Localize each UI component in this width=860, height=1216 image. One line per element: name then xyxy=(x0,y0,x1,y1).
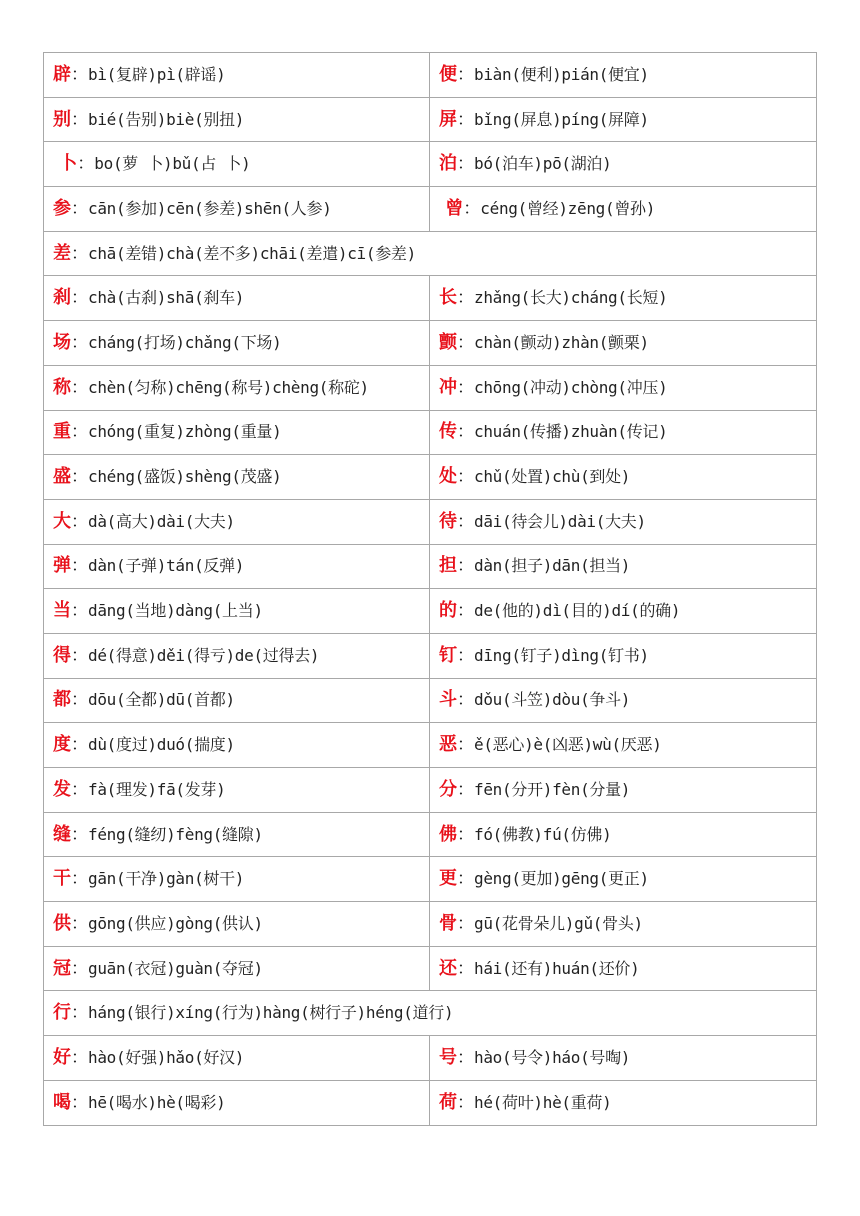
entry-readings: chà(古刹)shā(刹车) xyxy=(88,288,245,308)
entry-readings: gū(花骨朵儿)gǔ(骨头) xyxy=(474,913,643,933)
entry-character: 刹 xyxy=(53,287,71,309)
polyphone-entry xyxy=(430,276,817,321)
entry-separator: ： xyxy=(457,154,474,175)
polyphone-entry xyxy=(430,1080,817,1125)
entry-separator: ： xyxy=(71,824,88,845)
entry-character: 行 xyxy=(53,1002,71,1024)
polyphone-entry xyxy=(430,633,817,678)
entry-character: 分 xyxy=(439,778,457,800)
polyphone-entry xyxy=(44,812,430,857)
entry-readings: dé(得意)děi(得亏)de(过得去) xyxy=(88,645,320,665)
polyphone-entry xyxy=(430,97,817,142)
entry-character: 场 xyxy=(53,331,71,353)
polyphone-entry xyxy=(44,321,430,366)
polyphone-entry xyxy=(430,678,817,723)
entry-character: 长 xyxy=(439,287,457,309)
entry-separator: ： xyxy=(457,556,474,577)
table-row xyxy=(44,97,817,142)
polyphone-entry xyxy=(44,589,430,634)
table-row xyxy=(44,812,817,857)
polyphone-entry xyxy=(44,768,430,813)
table-row xyxy=(44,276,817,321)
entry-separator: ： xyxy=(457,511,474,532)
entry-readings: chàn(颤动)zhàn(颤栗) xyxy=(474,332,649,352)
entry-separator: ： xyxy=(71,690,88,711)
entry-character: 得 xyxy=(53,644,71,666)
entry-character: 当 xyxy=(53,600,71,622)
polyphone-entry xyxy=(44,1080,430,1125)
entry-readings: fà(理发)fā(发芽) xyxy=(88,779,226,799)
entry-character: 干 xyxy=(53,868,71,890)
entry-character: 号 xyxy=(439,1046,457,1068)
table-row xyxy=(44,857,817,902)
polyphone-entry xyxy=(44,97,430,142)
polyphone-entry xyxy=(430,455,817,500)
polyphone-entry xyxy=(44,455,430,500)
entry-readings: dāng(当地)dàng(上当) xyxy=(88,601,263,621)
entry-readings: chéng(盛饭)shèng(茂盛) xyxy=(88,467,282,487)
entry-separator: ： xyxy=(457,422,474,443)
polyphone-entry xyxy=(430,410,817,455)
entry-readings: dāi(待会儿)dài(大夫) xyxy=(474,511,646,531)
entry-separator: ： xyxy=(457,645,474,666)
entry-character: 颤 xyxy=(439,331,457,353)
entry-separator: ： xyxy=(77,154,95,175)
entry-character: 更 xyxy=(439,868,457,890)
entry-character: 卜 xyxy=(53,153,78,175)
entry-separator: ： xyxy=(71,109,88,130)
entry-readings: hē(喝水)hè(喝彩) xyxy=(88,1092,226,1112)
entry-separator: ： xyxy=(457,332,474,353)
entry-readings: biàn(便利)pián(便宜) xyxy=(474,64,649,84)
polyphone-entry xyxy=(44,142,430,187)
entry-readings: bié(告别)biè(别扭) xyxy=(88,109,245,129)
entry-character: 泊 xyxy=(439,153,457,175)
entry-character: 供 xyxy=(53,912,71,934)
table-row xyxy=(44,365,817,410)
entry-character: 待 xyxy=(439,510,457,532)
entry-readings: cān(参加)cēn(参差)shēn(人参) xyxy=(88,198,332,218)
polyphone-entry xyxy=(44,633,430,678)
entry-readings: chuán(传播)zhuàn(传记) xyxy=(474,422,668,442)
entry-separator: ： xyxy=(457,779,474,800)
entry-readings: hào(好强)hǎo(好汉) xyxy=(88,1047,245,1067)
entry-character: 差 xyxy=(53,242,71,264)
table-row xyxy=(44,678,817,723)
polyphone-entry xyxy=(44,365,430,410)
entry-character: 冲 xyxy=(439,376,457,398)
entry-separator: ： xyxy=(71,377,88,398)
entry-separator: ： xyxy=(71,958,88,979)
polyphone-entry xyxy=(44,187,430,232)
entry-separator: ： xyxy=(71,422,88,443)
polyphone-entry xyxy=(430,321,817,366)
entry-separator: ： xyxy=(71,735,88,756)
entry-character: 称 xyxy=(53,376,71,398)
entry-readings: dàn(担子)dān(担当) xyxy=(474,556,631,576)
entry-character: 荷 xyxy=(439,1091,457,1113)
entry-character: 斗 xyxy=(439,689,457,711)
entry-separator: ： xyxy=(71,601,88,622)
polyphone-entry xyxy=(430,499,817,544)
entry-readings: fēn(分开)fèn(分量) xyxy=(474,779,631,799)
table-row xyxy=(44,410,817,455)
entry-separator: ： xyxy=(71,288,88,309)
table-row xyxy=(44,768,817,813)
entry-separator: ： xyxy=(457,1092,474,1113)
entry-readings: bǐng(屏息)píng(屏障) xyxy=(474,109,649,129)
polyphone-entry xyxy=(44,231,817,276)
entry-character: 钉 xyxy=(439,644,457,666)
entry-readings: guān(衣冠)guàn(夺冠) xyxy=(88,958,263,978)
entry-separator: ： xyxy=(71,869,88,890)
entry-readings: hái(还有)huán(还价) xyxy=(474,958,640,978)
polyphone-entry xyxy=(430,857,817,902)
entry-separator: ： xyxy=(71,1092,88,1113)
polyphone-entry xyxy=(430,544,817,589)
polyphone-entry xyxy=(44,410,430,455)
entry-separator: ： xyxy=(457,109,474,130)
table-row xyxy=(44,633,817,678)
polyphone-entry xyxy=(430,365,817,410)
entry-separator: ： xyxy=(463,198,481,219)
entry-readings: dōu(全都)dū(首都) xyxy=(88,690,235,710)
table-row xyxy=(44,321,817,366)
entry-readings: chóng(重复)zhòng(重量) xyxy=(88,422,282,442)
entry-separator: ： xyxy=(71,1003,88,1024)
entry-separator: ： xyxy=(71,779,88,800)
entry-character: 别 xyxy=(53,108,71,130)
polyphone-entry xyxy=(430,946,817,991)
entry-separator: ： xyxy=(457,824,474,845)
polyphone-entry xyxy=(44,902,430,947)
entry-separator: ： xyxy=(71,913,88,934)
polyphone-entry xyxy=(44,723,430,768)
polyphone-entry xyxy=(430,902,817,947)
entry-separator: ： xyxy=(71,198,88,219)
entry-character: 大 xyxy=(53,510,71,532)
entry-readings: de(他的)dì(目的)dí(的确) xyxy=(474,601,681,621)
entry-separator: ： xyxy=(457,467,474,488)
entry-separator: ： xyxy=(457,958,474,979)
entry-character: 骨 xyxy=(439,912,457,934)
entry-readings: bo(萝 卜)bǔ(占 卜) xyxy=(94,154,251,174)
entry-readings: chèn(匀称)chēng(称号)chèng(称砣) xyxy=(88,377,369,397)
entry-separator: ： xyxy=(71,556,88,577)
entry-character: 重 xyxy=(53,421,71,443)
polyphone-table-body xyxy=(44,53,817,1126)
entry-readings: bì(复辟)pì(辟谣) xyxy=(88,64,226,84)
entry-separator: ： xyxy=(457,913,474,934)
entry-character: 冠 xyxy=(53,957,71,979)
entry-character: 弹 xyxy=(53,555,71,577)
table-row xyxy=(44,231,817,276)
entry-character: 传 xyxy=(439,421,457,443)
entry-readings: gèng(更加)gēng(更正) xyxy=(474,869,649,889)
entry-readings: chǔ(处置)chù(到处) xyxy=(474,467,631,487)
entry-separator: ： xyxy=(71,332,88,353)
entry-readings: dàn(子弹)tán(反弹) xyxy=(88,556,245,576)
entry-character: 还 xyxy=(439,957,457,979)
polyphone-entry xyxy=(44,991,817,1036)
entry-character: 都 xyxy=(53,689,71,711)
polyphone-entry xyxy=(44,544,430,589)
entry-separator: ： xyxy=(457,377,474,398)
entry-readings: gān(干净)gàn(树干) xyxy=(88,869,245,889)
entry-readings: dà(高大)dài(大夫) xyxy=(88,511,235,531)
entry-readings: cháng(打场)chǎng(下场) xyxy=(88,332,282,352)
polyphone-entry xyxy=(44,53,430,98)
table-row xyxy=(44,499,817,544)
table-row xyxy=(44,723,817,768)
table-row xyxy=(44,1036,817,1081)
table-row xyxy=(44,991,817,1036)
entry-readings: hé(荷叶)hè(重荷) xyxy=(474,1092,612,1112)
entry-separator: ： xyxy=(71,511,88,532)
entry-character: 辟 xyxy=(53,63,71,85)
polyphone-entry xyxy=(430,53,817,98)
table-row xyxy=(44,455,817,500)
table-row xyxy=(44,589,817,634)
table-row xyxy=(44,946,817,991)
entry-separator: ： xyxy=(457,735,474,756)
polyphone-entry xyxy=(44,499,430,544)
entry-readings: zhǎng(长大)cháng(长短) xyxy=(474,288,668,308)
entry-readings: hào(号令)háo(号啕) xyxy=(474,1047,631,1067)
entry-character: 发 xyxy=(53,778,71,800)
entry-character: 曾 xyxy=(439,197,464,219)
polyphone-entry xyxy=(430,768,817,813)
entry-character: 处 xyxy=(439,466,457,488)
polyphone-entry xyxy=(430,142,817,187)
polyphone-entry xyxy=(44,1036,430,1081)
entry-readings: bó(泊车)pō(湖泊) xyxy=(474,154,612,174)
polyphone-entry xyxy=(430,589,817,634)
entry-readings: féng(缝纫)fèng(缝隙) xyxy=(88,824,263,844)
entry-separator: ： xyxy=(71,645,88,666)
polyphone-entry xyxy=(44,678,430,723)
polyphone-entry xyxy=(44,946,430,991)
entry-readings: céng(曾经)zēng(曾孙) xyxy=(480,198,656,218)
entry-readings: chā(差错)chà(差不多)chāi(差遣)cī(参差) xyxy=(88,243,416,263)
entry-separator: ： xyxy=(457,690,474,711)
table-row xyxy=(44,544,817,589)
table-row xyxy=(44,1080,817,1125)
entry-separator: ： xyxy=(71,1047,88,1068)
entry-separator: ： xyxy=(457,601,474,622)
entry-readings: dīng(钉子)dìng(钉书) xyxy=(474,645,649,665)
table-row xyxy=(44,142,817,187)
entry-character: 佛 xyxy=(439,823,457,845)
entry-character: 喝 xyxy=(53,1091,71,1113)
entry-character: 担 xyxy=(439,555,457,577)
entry-readings: fó(佛教)fú(仿佛) xyxy=(474,824,612,844)
polyphone-entry xyxy=(44,276,430,321)
polyphone-entry xyxy=(430,187,817,232)
entry-character: 度 xyxy=(53,734,71,756)
entry-separator: ： xyxy=(457,288,474,309)
entry-readings: chōng(冲动)chòng(冲压) xyxy=(474,377,668,397)
polyphone-entry xyxy=(430,723,817,768)
polyphone-entry xyxy=(44,857,430,902)
entry-readings: gōng(供应)gòng(供认) xyxy=(88,913,263,933)
entry-character: 好 xyxy=(53,1046,71,1068)
entry-separator: ： xyxy=(71,243,88,264)
table-row xyxy=(44,53,817,98)
entry-separator: ： xyxy=(71,64,88,85)
entry-separator: ： xyxy=(457,64,474,85)
entry-separator: ： xyxy=(457,1047,474,1068)
polyphone-entry xyxy=(430,1036,817,1081)
table-row xyxy=(44,902,817,947)
entry-character: 恶 xyxy=(439,734,457,756)
entry-character: 的 xyxy=(439,600,457,622)
entry-separator: ： xyxy=(457,869,474,890)
entry-readings: dǒu(斗笠)dòu(争斗) xyxy=(474,690,631,710)
entry-character: 屏 xyxy=(439,108,457,130)
entry-separator: ： xyxy=(71,467,88,488)
table-row xyxy=(44,187,817,232)
polyphone-entry xyxy=(430,812,817,857)
polyphone-table xyxy=(43,52,817,1126)
entry-character: 参 xyxy=(53,197,71,219)
entry-character: 缝 xyxy=(53,823,71,845)
entry-readings: dù(度过)duó(揣度) xyxy=(88,735,235,755)
entry-character: 盛 xyxy=(53,466,71,488)
entry-character: 便 xyxy=(439,63,457,85)
entry-readings: háng(银行)xíng(行为)hàng(树行子)héng(道行) xyxy=(88,1003,454,1023)
entry-readings: ě(恶心)è(凶恶)wù(厌恶) xyxy=(474,735,662,755)
